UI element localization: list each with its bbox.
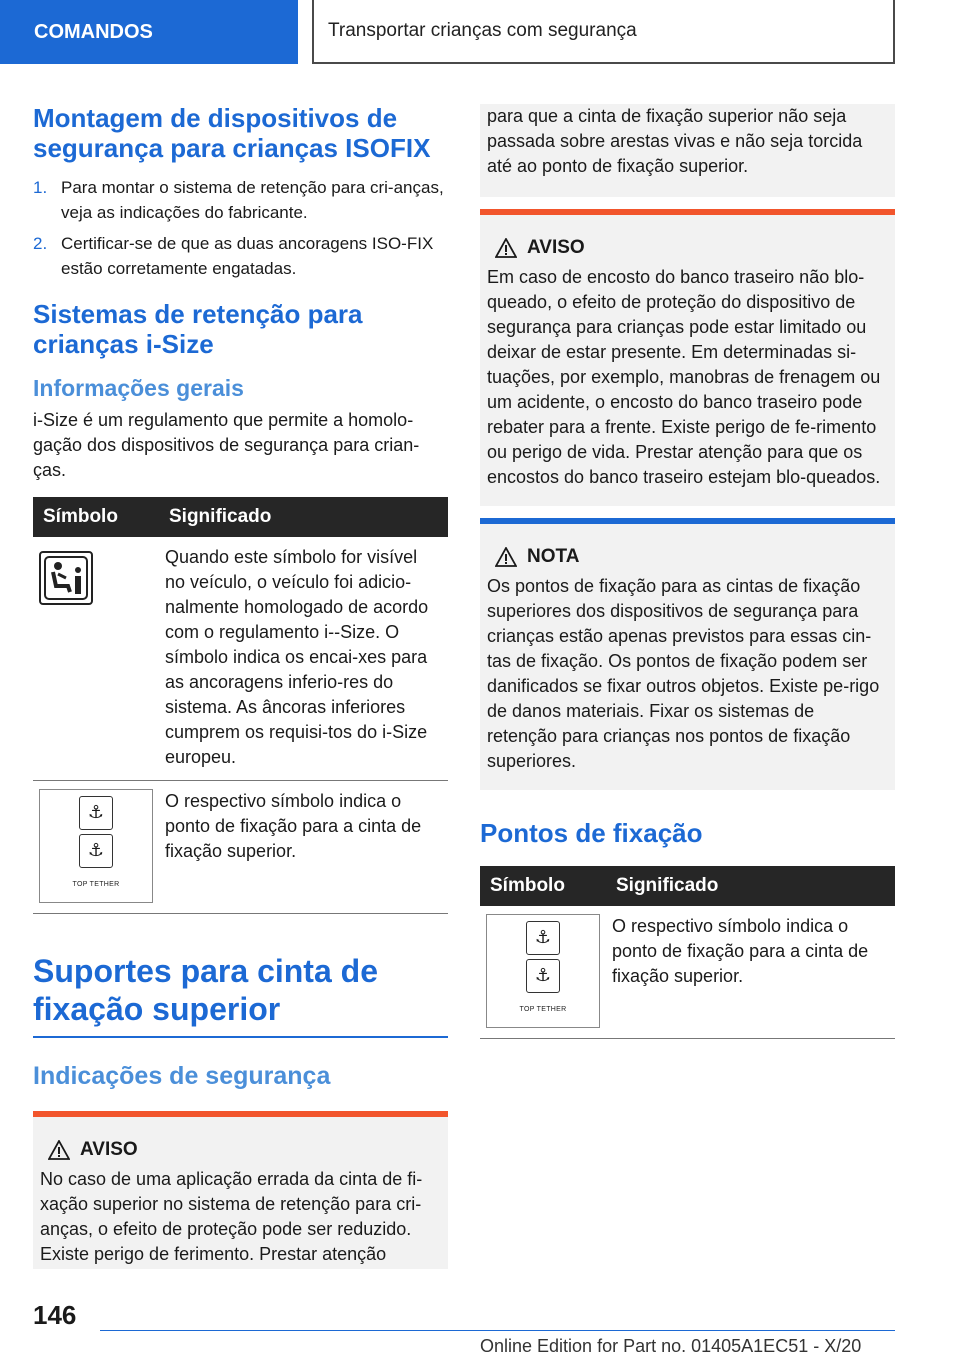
list-item bbox=[33, 175, 448, 225]
table-header-meaning: Significado bbox=[606, 866, 895, 906]
step-number: 2. bbox=[33, 234, 48, 253]
step-number: 1. bbox=[33, 178, 48, 197]
top-tether-supports-heading: Suportes para cinta de fixação superior bbox=[33, 953, 378, 1027]
safety-heading: Indicações de segurança bbox=[33, 1062, 331, 1090]
table-cell-meaning: O respectivo símbolo indica o ponto de fixação para a cinta de fixação superior. bbox=[606, 906, 895, 1039]
heading-divider bbox=[33, 1036, 448, 1038]
warning-text: No caso de uma aplicação errada da cinta de fi-xação superior no sistema de retenção para cri-anças, o efeito de proteção pode ser reduzido. Existe perigo de ferimento. Prestar atenção bbox=[40, 1169, 423, 1264]
footer-divider bbox=[100, 1330, 895, 1331]
warning-title bbox=[487, 237, 887, 259]
warning-triangle-icon bbox=[48, 1140, 70, 1160]
table-header-meaning: Significado bbox=[159, 497, 448, 537]
table-row bbox=[33, 537, 448, 781]
warning-text: Em caso de encosto do banco traseiro não blo-queado, o efeito de proteção do dispositivo de segurança para crianças pode estar limitado ou deixar de estar presente. Em determinadas si-tuações, por exemplo, manobras de frenagem ou um acidente, o encosto do banco traseiro pode rebater para a frente. Existe perigo de fe-rimento ou perigo de vida. Prestar atenção para que os encostos do banco traseiro estejam blo-queados. bbox=[487, 267, 881, 487]
table-cell-meaning: Quando este símbolo for visível no veículo, o veículo foi adicio-nalmente homologado de acordo com o regulamento i--Size. O símbolo indica os encai-xes para as ancoragens inferio-res do sistema. As âncoras inferiores cumprem os requisi-tos do i-Size europeu. bbox=[159, 537, 448, 781]
anchor-seat-icon: ⚓ bbox=[79, 796, 113, 830]
section-tab: COMANDOS bbox=[0, 0, 298, 64]
top-tether-label: TOP TETHER bbox=[519, 1005, 567, 1013]
edition-text: Online Edition for Part no. 01405A1EC51 - X/20 bbox=[480, 1336, 862, 1356]
list-item bbox=[33, 231, 448, 281]
isofix-heading: Montagem de dispositivos de segurança para crianças ISOFIX bbox=[33, 103, 431, 163]
anchor-seat-icon: ⚓ bbox=[526, 921, 560, 955]
step-text: Certificar-se de que as duas ancoragens ISO-FIX estão corretamente engatadas. bbox=[61, 234, 434, 278]
isize-seat-icon bbox=[39, 551, 93, 605]
table-header-symbol: Símbolo bbox=[33, 497, 159, 537]
general-info-text: i-Size é um regulamento que permite a homolo-gação dos dispositivos de segurança para crian-ças. bbox=[33, 410, 420, 480]
right-column bbox=[480, 104, 895, 1039]
table-row bbox=[480, 906, 895, 1039]
table-header-symbol: Símbolo bbox=[480, 866, 606, 906]
warning-triangle-icon bbox=[495, 238, 517, 258]
warning-title bbox=[40, 1139, 440, 1161]
table-row bbox=[33, 781, 448, 914]
page-number: 146 bbox=[33, 1300, 77, 1330]
step-text: Para montar o sistema de retenção para cri-anças, veja as indicações do fabricante. bbox=[61, 178, 444, 222]
anchor-seat-icon: ⚓ bbox=[526, 959, 560, 993]
warning-continued: para que a cinta de fixação superior não seja passada sobre arestas vivas e não seja torcida até ao ponto de fixação superior. bbox=[480, 104, 895, 197]
isize-heading: Sistemas de retenção para crianças i-Size bbox=[33, 299, 363, 359]
isize-symbol-table bbox=[33, 497, 448, 914]
anchor-points-heading: Pontos de fixação bbox=[480, 818, 703, 848]
anchor-seat-icon: ⚓ bbox=[79, 834, 113, 868]
chapter-title: Transportar crianças com segurança bbox=[312, 0, 895, 64]
note-title bbox=[487, 546, 887, 568]
warning-box bbox=[480, 209, 895, 506]
warning-label: AVISO bbox=[80, 1139, 138, 1160]
warning-box bbox=[33, 1111, 448, 1269]
isofix-steps bbox=[33, 175, 448, 281]
left-column bbox=[33, 100, 448, 1269]
note-text: Os pontos de fixação para as cintas de fixação superiores dos dispositivos de segurança para crianças estão apenas previstos para essas cin-tas de fixação. Os pontos de fixação podem ser danificados se fixar outros objetos. Existe pe-rigo de danos materiais. Fixar os sistemas de retenção para crianças nos pontos de fixação superiores. bbox=[487, 576, 880, 771]
top-tether-icon bbox=[39, 789, 153, 903]
warning-triangle-icon bbox=[495, 547, 517, 567]
top-tether-icon bbox=[486, 914, 600, 1028]
general-info-heading: Informações gerais bbox=[33, 375, 244, 401]
anchor-points-table bbox=[480, 866, 895, 1039]
table-cell-meaning: O respectivo símbolo indica o ponto de fixação para a cinta de fixação superior. bbox=[159, 781, 448, 914]
warning-label: AVISO bbox=[527, 237, 585, 258]
top-tether-label: TOP TETHER bbox=[72, 880, 120, 888]
note-box bbox=[480, 518, 895, 790]
note-label: NOTA bbox=[527, 546, 580, 567]
